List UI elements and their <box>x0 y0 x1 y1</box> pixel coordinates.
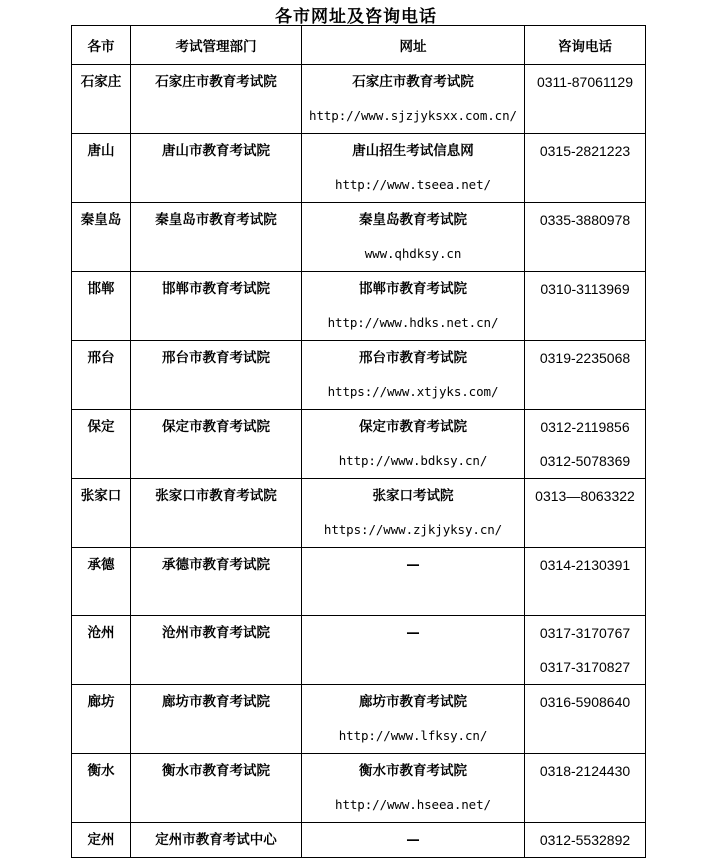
website-cell <box>302 754 525 823</box>
website-name: 邯郸市教育考试院 <box>359 281 467 297</box>
website-url-link[interactable]: http://www.sjzjyksxx.com.cn/ <box>309 108 517 123</box>
website-name: 张家口考试院 <box>372 488 454 504</box>
department-cell <box>131 65 302 134</box>
website-cell <box>302 616 525 685</box>
phone-number: 0319-2235068 <box>539 350 631 366</box>
website-name: — <box>406 557 420 573</box>
department-name: 沧州市教育考试院 <box>162 625 270 641</box>
city-name: 沧州 <box>87 625 115 641</box>
department-cell <box>131 410 302 479</box>
website-cell <box>302 203 525 272</box>
website-cell <box>302 548 525 616</box>
city-cell <box>72 203 131 272</box>
website-name: 廊坊市教育考试院 <box>359 694 467 710</box>
department-cell <box>131 341 302 410</box>
phone-cell <box>525 616 646 685</box>
department-name: 承德市教育考试院 <box>162 557 270 573</box>
website-cell <box>302 341 525 410</box>
table-row <box>72 272 646 341</box>
website-url-link[interactable]: http://www.hseea.net/ <box>335 797 491 812</box>
table-row <box>72 616 646 685</box>
city-name: 唐山 <box>87 143 115 159</box>
city-cell <box>72 823 131 858</box>
phone-cell <box>525 410 646 479</box>
city-name: 秦皇岛 <box>80 212 122 228</box>
city-cell <box>72 548 131 616</box>
city-cell <box>72 479 131 548</box>
website-cell <box>302 410 525 479</box>
phone-cell <box>525 685 646 754</box>
table-row <box>72 685 646 754</box>
website-name: 秦皇岛教育考试院 <box>359 212 467 228</box>
phone-cell <box>525 548 646 616</box>
city-name: 邢台 <box>87 350 115 366</box>
department-cell <box>131 548 302 616</box>
column-header-phone: 咨询电话 <box>525 26 646 65</box>
department-name: 石家庄市教育考试院 <box>155 74 277 90</box>
city-cell <box>72 754 131 823</box>
phone-cell <box>525 341 646 410</box>
table-row <box>72 203 646 272</box>
phone-number: 0310-3113969 <box>540 281 630 297</box>
phone-number: 0312-5532892 <box>539 832 631 848</box>
website-cell <box>302 65 525 134</box>
website-url-link[interactable]: https://www.zjkjyksy.cn/ <box>323 522 503 537</box>
phone-cell <box>525 134 646 203</box>
phone-number: 0311-87061129 <box>536 74 634 90</box>
website-name: 保定市教育考试院 <box>359 419 467 435</box>
website-url-link[interactable]: www.qhdksy.cn <box>364 246 462 261</box>
city-name: 廊坊 <box>87 694 115 710</box>
city-name: 承德 <box>87 557 115 573</box>
website-name: 邢台市教育考试院 <box>359 350 467 366</box>
column-header-website: 网址 <box>302 26 525 65</box>
column-header-city: 各市 <box>72 26 131 65</box>
table-header-row <box>72 26 646 65</box>
website-cell <box>302 272 525 341</box>
phone-number: 0317-3170767 <box>539 625 631 641</box>
city-cell <box>72 685 131 754</box>
page-title: 各市网址及咨询电话 <box>275 7 437 27</box>
phone-number: 0312-2119856 <box>540 419 630 435</box>
phone-number: 0314-2130391 <box>539 557 631 573</box>
table-row <box>72 134 646 203</box>
contact-table <box>71 25 646 858</box>
city-cell <box>72 65 131 134</box>
website-url-link[interactable]: http://www.bdksy.cn/ <box>338 453 488 468</box>
department-cell <box>131 754 302 823</box>
table-row <box>72 754 646 823</box>
table-body <box>72 65 646 858</box>
city-name: 石家庄 <box>80 74 122 90</box>
website-url-link[interactable]: http://www.tseea.net/ <box>335 177 491 192</box>
phone-number: 0315-2821223 <box>539 143 631 159</box>
city-cell <box>72 616 131 685</box>
department-cell <box>131 203 302 272</box>
table-row <box>72 823 646 858</box>
table-row <box>72 548 646 616</box>
phone-cell <box>525 203 646 272</box>
website-url-link[interactable]: https://www.xtjyks.com/ <box>327 384 499 399</box>
department-name: 保定市教育考试院 <box>162 419 270 435</box>
city-cell <box>72 341 131 410</box>
department-name: 秦皇岛市教育考试院 <box>155 212 277 228</box>
table-row <box>72 341 646 410</box>
phone-cell <box>525 479 646 548</box>
phone-number: 0316-5908640 <box>539 694 631 710</box>
website-name: 石家庄市教育考试院 <box>352 74 474 90</box>
phone-number: 0318-2124430 <box>539 763 631 779</box>
website-name: — <box>406 832 420 848</box>
department-cell <box>131 685 302 754</box>
department-name: 邢台市教育考试院 <box>162 350 270 366</box>
city-name: 衡水 <box>87 763 115 779</box>
department-cell <box>131 272 302 341</box>
table-row <box>72 479 646 548</box>
city-name: 保定 <box>87 419 115 435</box>
website-url-link[interactable]: http://www.lfksy.cn/ <box>338 728 488 743</box>
website-name: — <box>406 625 420 641</box>
table-row <box>72 65 646 134</box>
website-name: 唐山招生考试信息网 <box>352 143 474 159</box>
department-name: 定州市教育考试中心 <box>155 832 277 848</box>
phone-number: 0317-3170827 <box>539 659 631 675</box>
website-name: 衡水市教育考试院 <box>359 763 467 779</box>
department-name: 张家口市教育考试院 <box>155 488 277 504</box>
website-cell <box>302 134 525 203</box>
phone-cell <box>525 754 646 823</box>
city-cell <box>72 134 131 203</box>
department-cell <box>131 479 302 548</box>
city-cell <box>72 410 131 479</box>
city-name: 邯郸 <box>87 281 115 297</box>
website-cell <box>302 685 525 754</box>
website-url-link[interactable]: http://www.hdks.net.cn/ <box>327 315 499 330</box>
website-cell <box>302 479 525 548</box>
department-name: 邯郸市教育考试院 <box>162 281 270 297</box>
column-header-department: 考试管理部门 <box>131 26 302 65</box>
table-row <box>72 410 646 479</box>
department-cell <box>131 616 302 685</box>
department-name: 廊坊市教育考试院 <box>162 694 270 710</box>
department-cell <box>131 823 302 858</box>
department-name: 衡水市教育考试院 <box>162 763 270 779</box>
department-name: 唐山市教育考试院 <box>162 143 270 159</box>
website-cell <box>302 823 525 858</box>
phone-cell <box>525 272 646 341</box>
phone-cell <box>525 65 646 134</box>
phone-number: 0313—8063322 <box>535 488 635 504</box>
phone-cell <box>525 823 646 858</box>
city-name: 张家口 <box>80 488 122 504</box>
city-cell <box>72 272 131 341</box>
phone-number: 0335-3880978 <box>539 212 631 228</box>
city-name: 定州 <box>87 832 115 848</box>
department-cell <box>131 134 302 203</box>
phone-number: 0312-5078369 <box>539 453 631 469</box>
